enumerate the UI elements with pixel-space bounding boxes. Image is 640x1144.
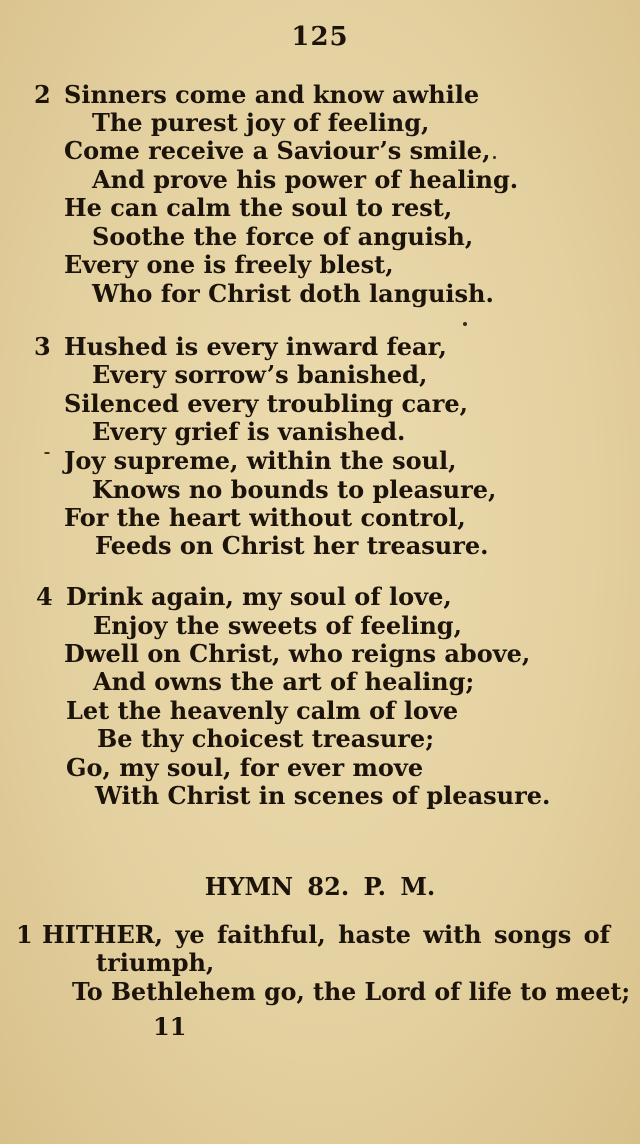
verse-line: Go, my soul, for ever move	[66, 753, 424, 782]
verse-line: With Christ in scenes of pleasure.	[95, 781, 551, 810]
verse-line: Every sorrow’s banished,	[92, 360, 428, 389]
signature-mark: 11	[153, 1012, 187, 1041]
verse-line: To Bethlehem go, the Lord of life to meet;	[72, 977, 631, 1006]
stanza-number: 2	[34, 80, 51, 109]
verse-line: Knows no bounds to pleasure,	[92, 475, 497, 504]
verse-line: Feeds on Christ her treasure.	[95, 531, 489, 560]
verse-line: Hushed is every inward fear,	[64, 332, 447, 361]
stanza-number: 1	[16, 920, 33, 949]
verse-line: Drink again, my soul of love,	[66, 582, 452, 611]
verse-line: Dwell on Christ, who reigns above,	[64, 639, 531, 668]
verse-line: He can calm the soul to rest,	[64, 193, 453, 222]
verse-line: Let the heavenly calm of love	[66, 696, 459, 725]
verse-line: Every grief is vanished.	[92, 417, 406, 446]
verse-line: HITHER, ye faithful, haste with songs of	[42, 920, 610, 949]
verse-line: Sinners come and know awhile	[64, 80, 480, 109]
verse-line: And prove his power of healing.	[92, 165, 519, 194]
verse-line: Joy supreme, within the soul,	[64, 446, 457, 475]
verse-line: triumph,	[96, 948, 215, 977]
verse-line: For the heart without control,	[64, 503, 466, 532]
verse-line: Be thy choicest treasure;	[97, 724, 435, 753]
paper-speck	[44, 452, 50, 454]
verse-line: Enjoy the sweets of feeling,	[93, 611, 462, 640]
verse-line: Come receive a Saviour’s smile,	[64, 136, 491, 165]
verse-line: Every one is freely blest,	[64, 250, 394, 279]
hymn-title: HYMN 82. P. M.	[204, 872, 436, 901]
verse-line: The purest joy of feeling,	[92, 108, 430, 137]
page-number: 125	[291, 22, 349, 52]
verse-line: And owns the art of healing;	[93, 667, 475, 696]
verse-line: Who for Christ doth languish.	[92, 279, 494, 308]
paper-speck	[463, 322, 467, 326]
stanza-number: 4	[36, 582, 53, 611]
paper-speck	[493, 156, 496, 159]
verse-line: Silenced every troubling care,	[64, 389, 468, 418]
verse-line: Soothe the force of anguish,	[92, 222, 474, 251]
stanza-number: 3	[34, 332, 51, 361]
